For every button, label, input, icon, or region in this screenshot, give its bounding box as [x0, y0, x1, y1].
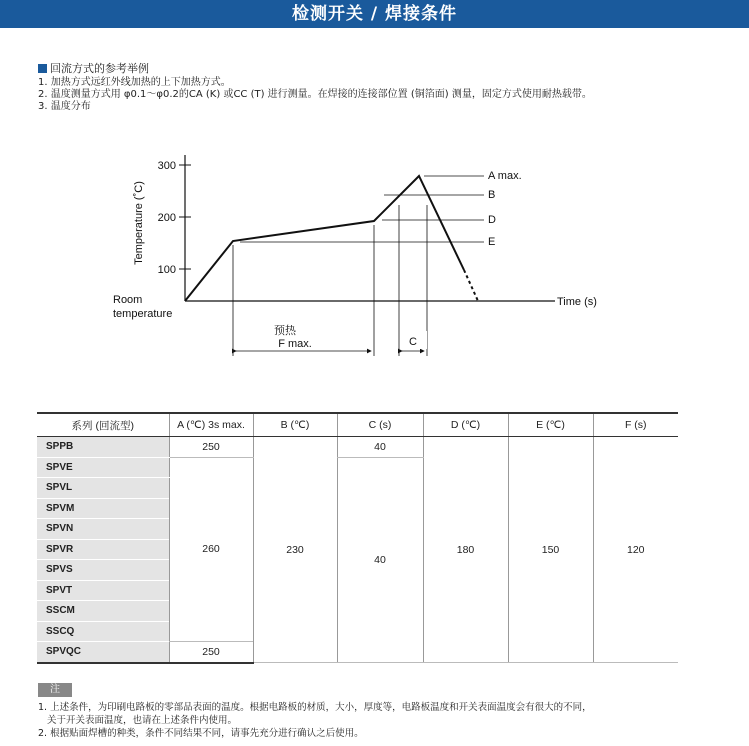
- y-tick-label: 300: [157, 160, 176, 172]
- column-header: B (℃): [253, 413, 337, 437]
- origin-label-line2: temperature: [113, 308, 173, 320]
- x-axis-label: Time (s): [557, 296, 597, 308]
- column-header: A (℃) 3s max.: [169, 413, 253, 437]
- series-cell: SPVS: [37, 560, 169, 581]
- y-axis-label: Temperature (˚C): [133, 181, 145, 265]
- profile-cooling-dotted: [464, 270, 478, 301]
- column-header: F (s): [593, 413, 678, 437]
- c-cell: 40: [337, 437, 423, 458]
- column-header: D (℃): [423, 413, 508, 437]
- a-cell: 250: [169, 437, 253, 458]
- y-tick-label: 100: [157, 264, 176, 276]
- footnotes: [38, 701, 592, 740]
- table-header-row: [37, 413, 678, 437]
- f-label-line1: 预热: [274, 325, 296, 337]
- f-cell: 120: [593, 437, 678, 663]
- series-cell: SPPB: [37, 437, 169, 458]
- b-cell: 230: [253, 437, 337, 663]
- column-header: C (s): [337, 413, 423, 437]
- page-title: 检测开关 / 焊接条件: [291, 4, 458, 24]
- footnote-line: 1. 上述条件，为印刷电路板的零部品表面的温度。根据电路板的材质，大小，厚度等，电路板温度和开关表面温度会有很大的不同，: [38, 702, 592, 713]
- series-cell: SPVL: [37, 478, 169, 499]
- series-cell: SSCQ: [37, 621, 169, 642]
- level-label-e: E: [488, 236, 496, 248]
- section-title-text: 回流方式的参考举例: [50, 62, 149, 75]
- column-header: E (℃): [508, 413, 593, 437]
- level-label-a: A max.: [488, 170, 522, 182]
- d-cell: 180: [423, 437, 508, 663]
- note-line: 1. 加热方式远红外线加热的上下加热方式。: [38, 77, 231, 88]
- series-cell: SPVT: [37, 580, 169, 601]
- origin-label-line1: Room: [113, 294, 143, 306]
- series-cell: SPVE: [37, 457, 169, 478]
- series-cell: SPVM: [37, 498, 169, 519]
- series-cell: SPVR: [37, 539, 169, 560]
- a-cell: 260: [169, 457, 253, 642]
- footnote-line: 2. 根据贴面焊槽的种类，条件不同结果不同，请事先充分进行确认之后使用。: [38, 728, 364, 739]
- note-line: 3. 温度分布: [38, 101, 91, 112]
- column-header: 系列 (回流型): [37, 413, 169, 437]
- e-cell: 150: [508, 437, 593, 663]
- soldering-conditions-table: [37, 412, 678, 664]
- footnote-line: 关于开关表面温度，也请在上述条件内使用。: [38, 715, 238, 726]
- note-line: 2. 温度测量方式用 φ0.1～φ0.2的CA (K) 或CC (T) 进行测量。在焊接的连接部位置 (铜箔面) 测量，固定方式使用耐热载带。: [38, 89, 592, 100]
- level-label-d: D: [488, 214, 496, 226]
- a-cell: 250: [169, 642, 253, 663]
- series-cell: SPVN: [37, 519, 169, 540]
- series-cell: SPVQC: [37, 642, 169, 663]
- c-label: C: [409, 336, 417, 348]
- y-tick-label: 200: [157, 212, 176, 224]
- c-cell: 40: [337, 457, 423, 663]
- level-label-b: B: [488, 189, 496, 201]
- f-label-line2: F max.: [278, 338, 312, 350]
- series-cell: SSCM: [37, 601, 169, 622]
- table-row: [37, 437, 678, 458]
- note-tag: 注: [38, 683, 72, 697]
